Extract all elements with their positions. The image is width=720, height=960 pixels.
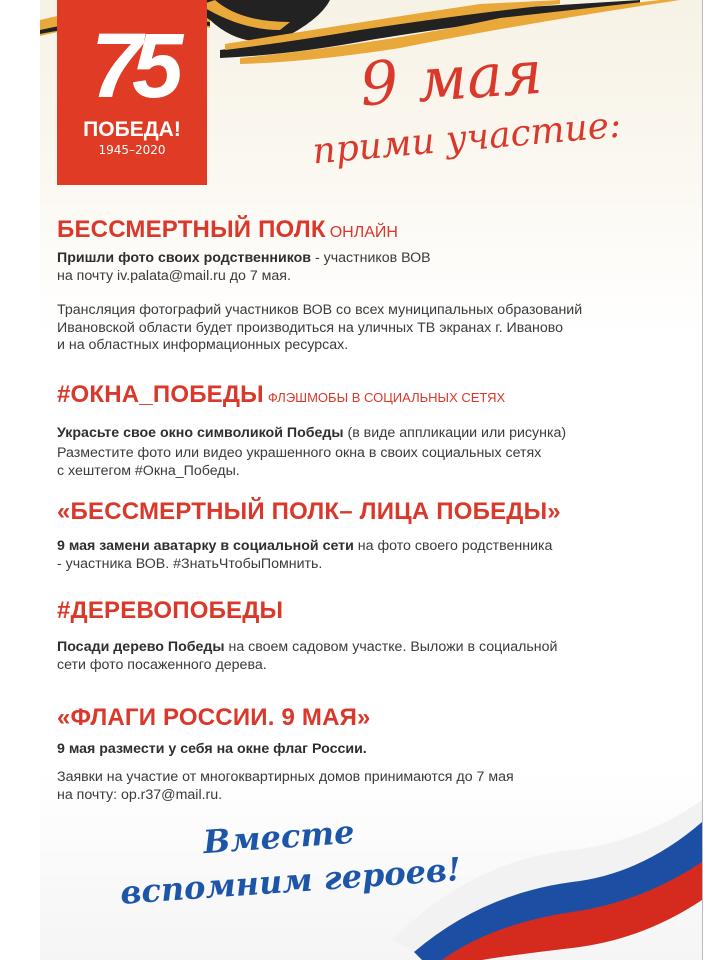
section-text-rest: - участников ВОВ — [311, 250, 431, 266]
section-text — [57, 250, 431, 285]
section-title-text: «ФЛАГИ РОССИИ. 9 МАЯ» — [57, 704, 371, 731]
header-date: 9 мая — [357, 37, 545, 121]
section-text-rest: на фото своего родственника — [353, 538, 553, 554]
section-text-line: с хештегом #Окна_Победы. — [57, 462, 240, 479]
victory-75-logo — [57, 0, 207, 185]
section-subtitle: ОНЛАЙН — [329, 224, 398, 241]
section-text-line: - участника ВОВ. #ЗнатьЧтобыПомнить. — [57, 555, 323, 572]
section-text-bold: 9 мая замени аватарку в социальной сети — [57, 538, 354, 554]
logo-title: ПОБЕДА! — [83, 118, 181, 141]
section-text-bold: Посади дерево Победы — [57, 639, 225, 655]
section-text — [57, 769, 514, 804]
section-text-line: Разместите фото или видео украшенного окна в своих социальных сетях — [57, 445, 542, 461]
footer-line-2: вспомним героев! — [119, 850, 463, 912]
section-title — [57, 216, 398, 244]
section-text-rest: (в виде аппликации или рисунка) — [343, 425, 567, 441]
section-title-text: #ОКНА_ПОБЕДЫ — [57, 381, 264, 408]
poster — [40, 0, 703, 960]
section-text-line: Трансляция фотографий участников ВОВ со всех муниципальных образований — [57, 302, 583, 318]
footer-line-1: Вместе — [201, 812, 356, 862]
section-title — [57, 498, 561, 526]
section-text-line: на почту: op.r37@mail.ru. — [57, 786, 223, 803]
section-text-rest: на своем садовом участке. Выложи в социальной — [224, 639, 558, 655]
section-title-text: БЕССМЕРТНЫЙ ПОЛК — [57, 216, 326, 243]
section-text — [57, 741, 367, 759]
section-title — [57, 381, 505, 409]
logo-number: 75 — [90, 15, 174, 117]
header-subtitle: прими участие: — [310, 104, 623, 173]
section-text-line: и на областных информационных ресурсах. — [57, 337, 349, 353]
section-text-bold: 9 мая размести у себя на окне флаг России. — [57, 741, 367, 757]
section-text — [57, 639, 557, 674]
section-text-line: Ивановской области будет производиться на уличных ТВ экранах г. Иваново — [57, 319, 563, 336]
section-text-line: сети фото посаженного дерева. — [57, 656, 267, 673]
section-title — [57, 704, 371, 732]
section-text — [57, 302, 582, 355]
section-subtitle: ФЛЭШМОБЫ В СОЦИАЛЬНЫХ СЕТЯХ — [267, 390, 506, 405]
section-text-line: на почту iv.palata@mail.ru до 7 мая. — [57, 267, 291, 284]
section-text — [57, 425, 566, 443]
section-text-line: Заявки на участие от многоквартирных домов принимаются до 7 мая — [57, 769, 514, 785]
section-title — [57, 597, 283, 625]
section-title-text: «БЕССМЕРТНЫЙ ПОЛК– ЛИЦА ПОБЕДЫ» — [57, 498, 561, 525]
logo-years: 1945–2020 — [98, 143, 166, 157]
section-title-text: #ДЕРЕВОПОБЕДЫ — [57, 597, 284, 624]
section-text — [57, 445, 541, 480]
section-text-bold: Украсьте свое окно символикой Победы — [57, 425, 344, 441]
section-text-bold: Пришли фото своих родственников — [57, 250, 312, 266]
section-text — [57, 538, 552, 573]
